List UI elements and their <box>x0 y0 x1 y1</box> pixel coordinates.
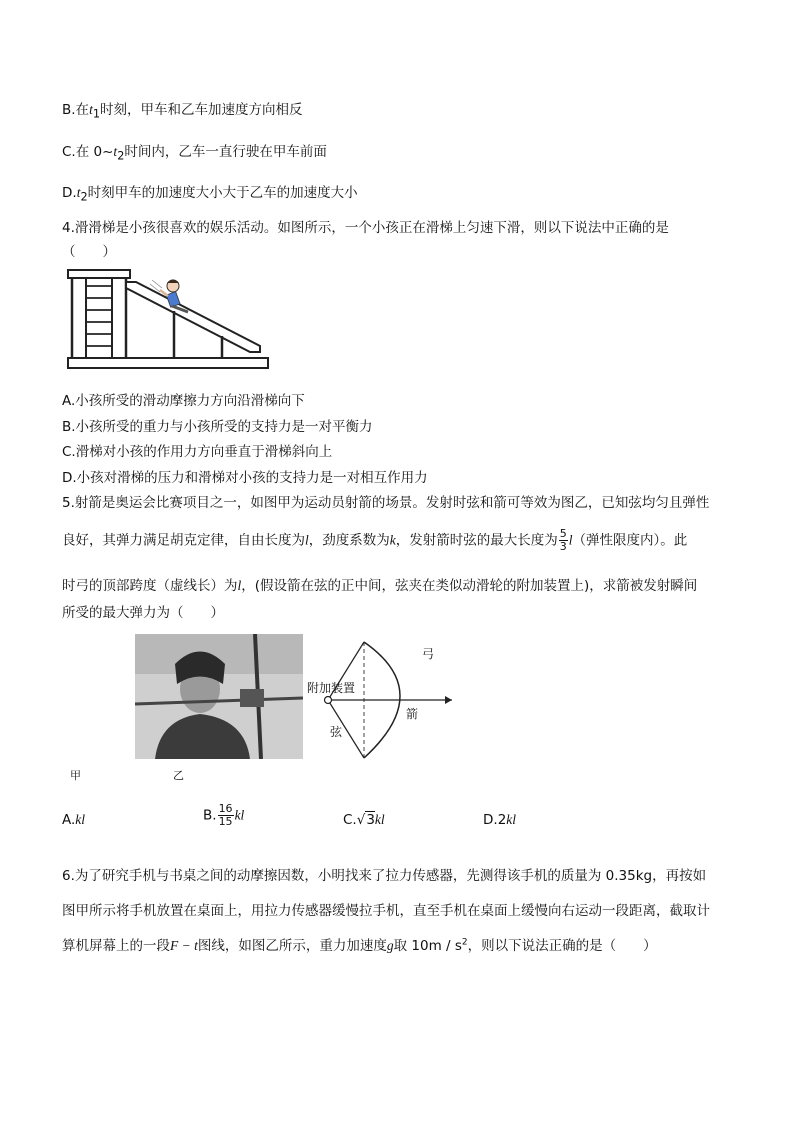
q3-option-d: $D.t_2$时刻甲车的加速度大小大于乙车的加速度大小 <box>62 185 358 204</box>
q5-option-a: A.kl <box>62 812 86 828</box>
q5-line4: 所受的最大弹力为（ ） <box>62 605 224 621</box>
archer-photo <box>135 634 303 759</box>
q6-line2: 图甲所示将手机放置在桌面上，用拉力传感器缓慢拉手机，直至手机在桌面上缓慢向右运动一段距离，截取计 <box>62 903 710 919</box>
fraction-5-3: $\frac{5}{3}$ <box>559 527 567 553</box>
label-jia: 甲 <box>70 769 81 782</box>
q5-line3: 时弓的顶部跨度（虚线长）为l，(假设箭在弦的正中间，弦夹在类似动滑轮的附加装置上)，求箭被发射瞬间 <box>62 578 698 594</box>
label-bow: 弓 <box>422 647 435 661</box>
bow-diagram <box>306 634 456 764</box>
label-yi: 乙 <box>173 769 184 782</box>
q4-option-d: D.小孩对滑梯的压力和滑梯对小孩的支持力是一对相互作用力 <box>62 470 428 486</box>
q3-option-c: C.在 $0\sim t_2$时间内，乙车一直行驶在甲车前面 <box>62 144 327 163</box>
q4-option-b: B.小孩所受的重力与小孩所受的支持力是一对平衡力 <box>62 419 373 435</box>
q5-option-b: B. $\frac{16}{15}$ kl <box>203 802 245 828</box>
label-arrow: 箭 <box>406 707 419 721</box>
q3-option-b: B.在$t_1$时刻，甲车和乙车加速度方向相反 <box>62 102 303 121</box>
q5-option-c: C.√3kl <box>343 812 385 828</box>
q6-line1: 6.为了研究手机与书桌之间的动摩擦因数，小明找来了拉力传感器，先测得该手机的质量为 0.35kg，再按如 <box>62 868 707 884</box>
q4-option-c: C.滑梯对小孩的作用力方向垂直于滑梯斜向上 <box>62 444 333 460</box>
q5-line2: 良好，其弹力满足胡克定律，自由长度为l，劲度系数为k，发射箭时弦的最大长度为 $\frac{5}{3}$ l（弹性限度内）。此 <box>62 527 688 553</box>
label-device: 附加装置 <box>307 681 356 695</box>
q5-option-d: D.2kl <box>483 812 517 828</box>
label-string: 弦 <box>330 725 343 739</box>
q4-stem-line2: （ ） <box>62 244 116 260</box>
q6-line3: 算机屏幕上的一段F − t图线，如图乙所示，重力加速度g取 $10m / s^2$，则以下说法正确的是（ ） <box>62 937 657 954</box>
q4-stem-line1: 4.滑滑梯是小孩很喜欢的娱乐活动。如图所示，一个小孩正在滑梯上匀速下滑，则以下说法中正确的是 <box>62 220 669 236</box>
q4-option-a: A.小孩所受的滑动摩擦力方向沿滑梯向下 <box>62 393 305 409</box>
q5-line1: 5.射箭是奥运会比赛项目之一，如图甲为运动员射箭的场景。发射时弦和箭可等效为图乙，已知弦均匀且弹性 <box>62 495 710 511</box>
slide-figure <box>64 266 274 376</box>
